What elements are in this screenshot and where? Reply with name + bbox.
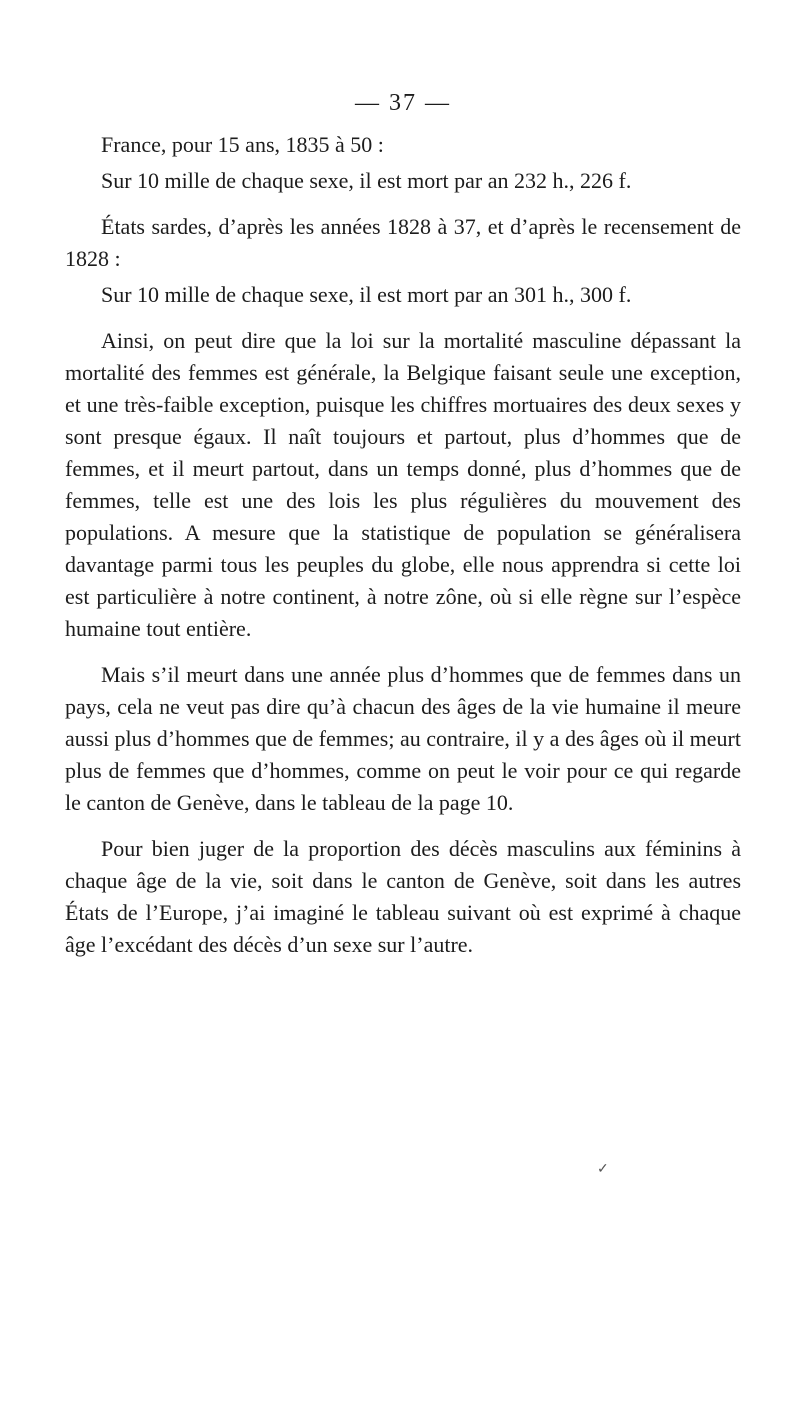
paragraph-table-intro: Pour bien juger de la proportion des décès masculins aux féminins à chaque âge de la vie, soit dans le canton de Genève, soit dans les autres États de l’Europe, j’ai imaginé le tableau suivant où est exprimé à chaque âge l’excédant des décès d’un sexe sur l’autre.: [65, 836, 741, 957]
paragraph-france-header: France, pour 15 ans, 1835 à 50 :: [101, 132, 384, 157]
paragraph-ages: Mais s’il meurt dans une année plus d’hommes que de femmes dans un pays, cela ne veut pas dire qu’à chacun des âges de la vie humaine il meure aussi plus d’hommes que de femmes; au contraire, il y a des âges où il meurt plus de femmes que d’hommes, comme on peut le voir pour ce qui regarde le canton de Genève, dans le tableau de la page 10.: [65, 662, 741, 815]
paragraph-sardinia-figures: Sur 10 mille de chaque sexe, il est mort par an 301 h., 300 f.: [101, 282, 632, 307]
page-number: — 37 —: [355, 90, 451, 116]
paragraph-sardinia-header: États sardes, d’après les années 1828 à 37, et d’après le recensement de 1828 :: [65, 214, 741, 271]
stray-pencil-mark: ✓: [597, 1162, 609, 1177]
document-page: [65, 90, 741, 961]
paragraph-general-law: Ainsi, on peut dire que la loi sur la mortalité masculine dépassant la mortalité des femmes est générale, la Belgique faisant seule une exception, et une très-faible exception, puisque les chiffres mortuaires des deux sexes y sont presque égaux. Il naît toujours et partout, plus d’hommes que de femmes, et il meurt partout, dans un temps donné, plus d’hommes que de femmes, telle est une des lois les plus régulières du mouvement des populations. A mesure que la statistique de population se généralisera davantage parmi tous les peuples du globe, elle nous apprendra si cette loi est particulière à notre continent, à notre zône, où si elle règne sur l’espèce humaine tout entière.: [65, 328, 741, 641]
paragraph-france-figures: Sur 10 mille de chaque sexe, il est mort par an 232 h., 226 f.: [101, 168, 632, 193]
